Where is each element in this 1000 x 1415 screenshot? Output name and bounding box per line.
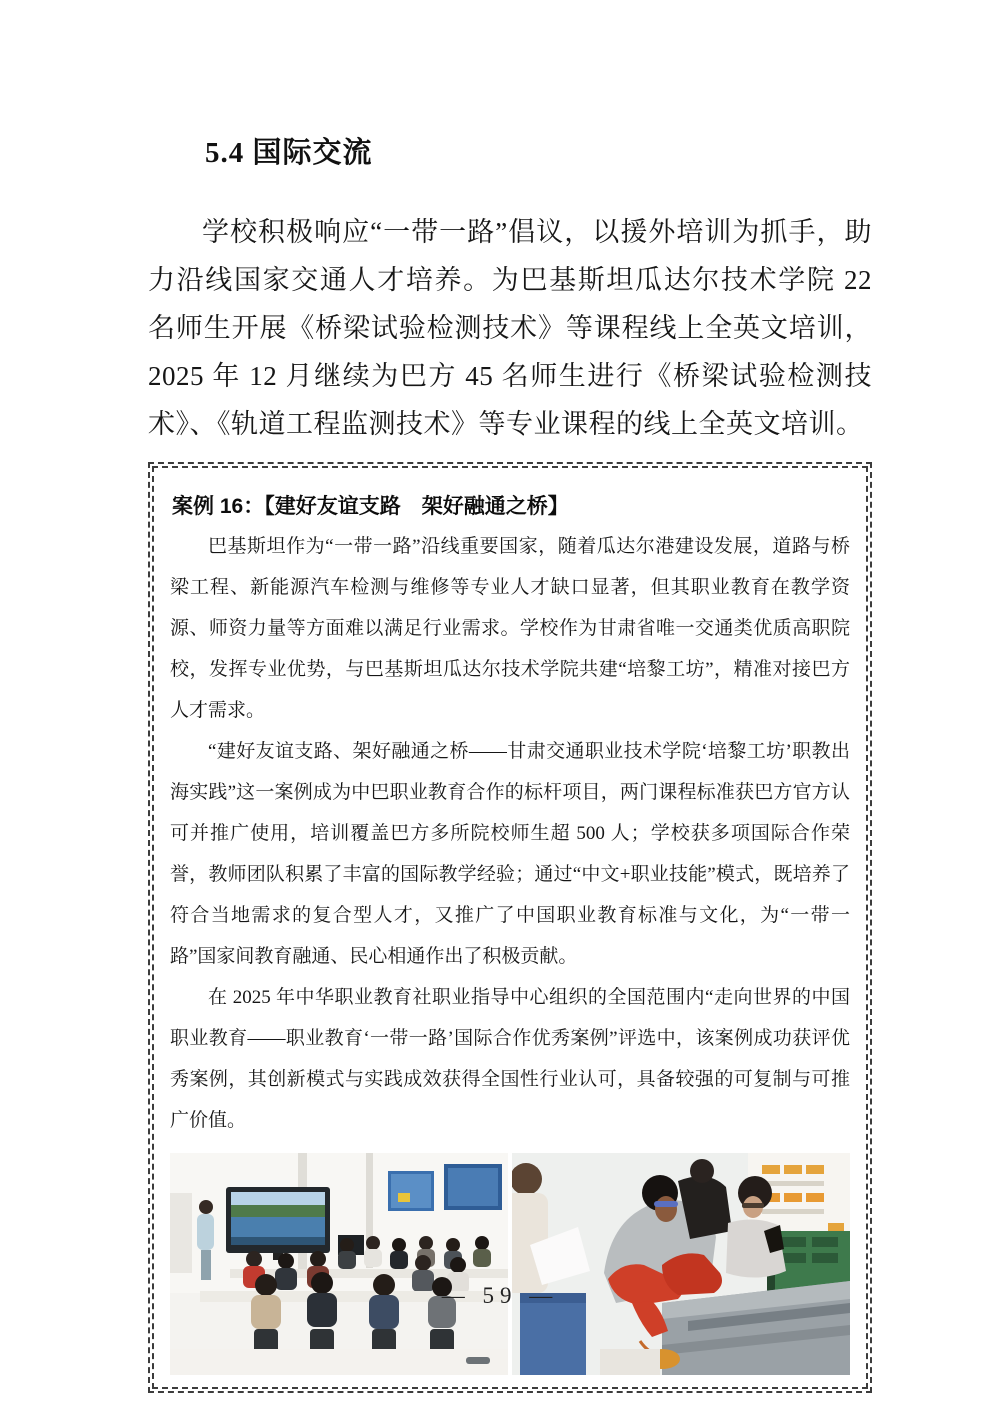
case-paragraph-3: 在 2025 年中华职业教育社职业指导中心组织的全国范围内“走向世界的中国职业教育——职业教育‘一带一路’国际合作优秀案例”评选中，该案例成功获评优秀案例，其创新模式与实践成效获得全国性行业认可，具备较强的可复制与可推广价值。 <box>170 987 850 1131</box>
case-paragraph-2: “建好友谊支路、架好融通之桥——甘肃交通职业技术学院‘培黎工坊’职教出海实践”这一案例成为中巴职业教育合作的标杆项目，两门课程标准获巴方官方认可并推广使用，培训覆盖巴方多所院校师生超 500 人；学校获多项国际合作荣誉，教师团队积累了丰富的国际教学经验；通过“中文+职业技能”模式，既培养了符合当地需求的复合型人才，又推广了中国职业教育标准与文化，为“一带一路”国家间教育融通、民心相通作出了积极贡献。 <box>170 741 850 967</box>
section-heading: 5.4 国际交流 <box>205 137 373 169</box>
intro-paragraph: 学校积极响应“一带一路”倡议，以援外培训为抓手，助力沿线国家交通人才培养。为巴基斯坦瓜达尔技术学院 22 名师生开展《桥梁试验检测技术》等课程线上全英文培训，2025 年 12 月继续为巴方 45 名师生进行《桥梁试验检测技术》、《轨道工程监测技术》等专业课程的线上全英文培训。 <box>148 217 872 439</box>
page-content <box>148 0 872 1393</box>
page-number: — 59 — <box>441 1283 559 1308</box>
case-photos <box>170 1153 850 1375</box>
case-paragraph-1: 巴基斯坦作为“一带一路”沿线重要国家，随着瓜达尔港建设发展，道路与桥梁工程、新能源汽车检测与维修等专业人才缺口显著，但其职业教育在教学资源、师资力量等方面难以满足行业需求。学校作为甘肃省唯一交通类优质高职院校，发挥专业优势，与巴基斯坦瓜达尔技术学院共建“培黎工坊”，精准对接巴方人才需求。 <box>170 536 850 721</box>
case-box-inner <box>152 466 868 1389</box>
workshop-photo <box>512 1153 850 1375</box>
workshop-photo-illustration <box>512 1153 850 1375</box>
case-box <box>148 462 872 1393</box>
classroom-photo-illustration <box>170 1153 508 1375</box>
classroom-photo <box>170 1153 508 1375</box>
case-title: 案例 16：【建好友谊支路 架好融通之桥】 <box>172 495 569 518</box>
